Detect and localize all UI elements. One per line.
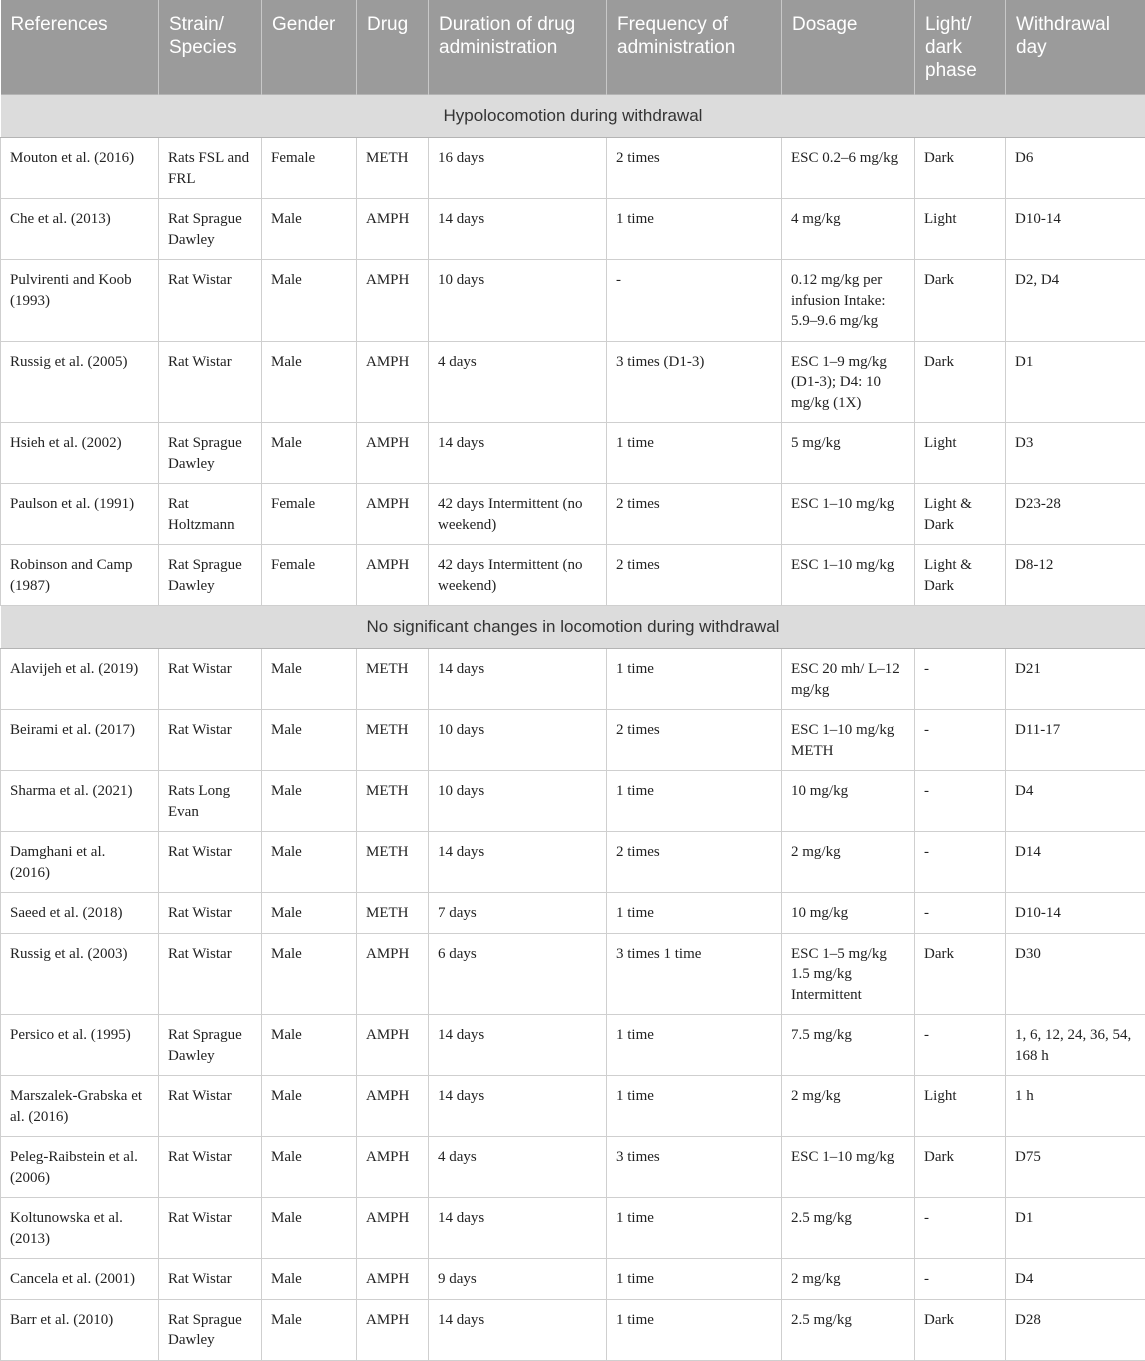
cell-dosage: 2 mg/kg bbox=[782, 1076, 915, 1137]
cell-strain-species: Rat Sprague Dawley bbox=[159, 199, 262, 260]
cell-duration: 14 days bbox=[429, 1299, 607, 1360]
cell-strain-species: Rat Wistar bbox=[159, 893, 262, 934]
cell-withdrawal-day: D8-12 bbox=[1006, 545, 1145, 606]
cell-withdrawal-day: D28 bbox=[1006, 1299, 1145, 1360]
cell-frequency: 2 times bbox=[607, 832, 782, 893]
cell-duration: 14 days bbox=[429, 832, 607, 893]
cell-dosage: 7.5 mg/kg bbox=[782, 1015, 915, 1076]
header-light-dark-phase: Light/ dark phase bbox=[915, 0, 1006, 95]
cell-dosage: 0.12 mg/kg per infusion Intake: 5.9–9.6 mg/kg bbox=[782, 260, 915, 342]
cell-gender: Male bbox=[262, 199, 357, 260]
cell-gender: Male bbox=[262, 1076, 357, 1137]
cell-withdrawal-day: D10-14 bbox=[1006, 893, 1145, 934]
cell-light-dark-phase: - bbox=[915, 1015, 1006, 1076]
cell-drug: AMPH bbox=[357, 1198, 429, 1259]
cell-drug: METH bbox=[357, 710, 429, 771]
cell-drug: METH bbox=[357, 649, 429, 710]
cell-drug: AMPH bbox=[357, 423, 429, 484]
cell-duration: 6 days bbox=[429, 933, 607, 1015]
cell-withdrawal-day: D21 bbox=[1006, 649, 1145, 710]
cell-gender: Male bbox=[262, 649, 357, 710]
cell-duration: 14 days bbox=[429, 199, 607, 260]
cell-frequency: 2 times bbox=[607, 138, 782, 199]
cell-dosage: ESC 1–10 mg/kg METH bbox=[782, 710, 915, 771]
cell-light-dark-phase: - bbox=[915, 832, 1006, 893]
cell-reference: Pulvirenti and Koob (1993) bbox=[1, 260, 159, 342]
table-row bbox=[1, 1299, 1145, 1360]
cell-duration: 7 days bbox=[429, 893, 607, 934]
cell-drug: AMPH bbox=[357, 484, 429, 545]
cell-gender: Male bbox=[262, 1137, 357, 1198]
cell-frequency: 1 time bbox=[607, 1015, 782, 1076]
cell-gender: Male bbox=[262, 710, 357, 771]
cell-gender: Male bbox=[262, 771, 357, 832]
header-frequency: Frequency of administration bbox=[607, 0, 782, 95]
cell-strain-species: Rat Wistar bbox=[159, 1198, 262, 1259]
header-strain-species: Strain/ Species bbox=[159, 0, 262, 95]
cell-reference: Che et al. (2013) bbox=[1, 199, 159, 260]
cell-light-dark-phase: - bbox=[915, 1259, 1006, 1300]
header-gender: Gender bbox=[262, 0, 357, 95]
cell-light-dark-phase: Dark bbox=[915, 341, 1006, 423]
cell-strain-species: Rat Sprague Dawley bbox=[159, 423, 262, 484]
table-body bbox=[1, 95, 1145, 1361]
cell-light-dark-phase: Light & Dark bbox=[915, 545, 1006, 606]
cell-withdrawal-day: D14 bbox=[1006, 832, 1145, 893]
cell-gender: Male bbox=[262, 341, 357, 423]
cell-frequency: 3 times bbox=[607, 1137, 782, 1198]
cell-reference: Sharma et al. (2021) bbox=[1, 771, 159, 832]
cell-frequency: 3 times (D1-3) bbox=[607, 341, 782, 423]
cell-reference: Persico et al. (1995) bbox=[1, 1015, 159, 1076]
table-row bbox=[1, 138, 1145, 199]
cell-reference: Beirami et al. (2017) bbox=[1, 710, 159, 771]
cell-frequency: 1 time bbox=[607, 1259, 782, 1300]
cell-dosage: ESC 1–10 mg/kg bbox=[782, 484, 915, 545]
table-row bbox=[1, 771, 1145, 832]
cell-drug: METH bbox=[357, 138, 429, 199]
cell-strain-species: Rats Long Evan bbox=[159, 771, 262, 832]
cell-frequency: 2 times bbox=[607, 710, 782, 771]
cell-strain-species: Rats FSL and FRL bbox=[159, 138, 262, 199]
cell-drug: AMPH bbox=[357, 1015, 429, 1076]
cell-strain-species: Rat Wistar bbox=[159, 710, 262, 771]
header-withdrawal-day: Withdrawal day bbox=[1006, 0, 1145, 95]
cell-strain-species: Rat Sprague Dawley bbox=[159, 545, 262, 606]
cell-drug: METH bbox=[357, 771, 429, 832]
cell-withdrawal-day: D3 bbox=[1006, 423, 1145, 484]
cell-withdrawal-day: D6 bbox=[1006, 138, 1145, 199]
cell-drug: AMPH bbox=[357, 199, 429, 260]
cell-reference: Russig et al. (2003) bbox=[1, 933, 159, 1015]
cell-strain-species: Rat Sprague Dawley bbox=[159, 1015, 262, 1076]
cell-duration: 10 days bbox=[429, 771, 607, 832]
cell-dosage: ESC 1–10 mg/kg bbox=[782, 545, 915, 606]
cell-strain-species: Rat Wistar bbox=[159, 341, 262, 423]
cell-reference: Marszalek-Grabska et al. (2016) bbox=[1, 1076, 159, 1137]
table-row bbox=[1, 545, 1145, 606]
cell-withdrawal-day: D30 bbox=[1006, 933, 1145, 1015]
section-row bbox=[1, 95, 1145, 138]
cell-frequency: 1 time bbox=[607, 771, 782, 832]
cell-withdrawal-day: D11-17 bbox=[1006, 710, 1145, 771]
table-header bbox=[1, 0, 1145, 95]
cell-dosage: 5 mg/kg bbox=[782, 423, 915, 484]
cell-dosage: 10 mg/kg bbox=[782, 771, 915, 832]
cell-strain-species: Rat Wistar bbox=[159, 933, 262, 1015]
cell-light-dark-phase: - bbox=[915, 771, 1006, 832]
cell-frequency: 1 time bbox=[607, 199, 782, 260]
table-row bbox=[1, 341, 1145, 423]
table-row bbox=[1, 710, 1145, 771]
cell-gender: Male bbox=[262, 832, 357, 893]
cell-drug: METH bbox=[357, 832, 429, 893]
cell-frequency: 1 time bbox=[607, 423, 782, 484]
table-row bbox=[1, 1198, 1145, 1259]
table-row bbox=[1, 649, 1145, 710]
cell-duration: 42 days Intermittent (no weekend) bbox=[429, 484, 607, 545]
cell-duration: 9 days bbox=[429, 1259, 607, 1300]
section-row bbox=[1, 606, 1145, 649]
cell-light-dark-phase: - bbox=[915, 710, 1006, 771]
cell-gender: Male bbox=[262, 260, 357, 342]
table-row bbox=[1, 1137, 1145, 1198]
cell-reference: Hsieh et al. (2002) bbox=[1, 423, 159, 484]
cell-dosage: ESC 1–9 mg/kg (D1-3); D4: 10 mg/kg (1X) bbox=[782, 341, 915, 423]
cell-gender: Male bbox=[262, 1198, 357, 1259]
cell-dosage: 2.5 mg/kg bbox=[782, 1198, 915, 1259]
cell-duration: 42 days Intermittent (no weekend) bbox=[429, 545, 607, 606]
cell-duration: 14 days bbox=[429, 1076, 607, 1137]
section-title: No significant changes in locomotion during withdrawal bbox=[1, 606, 1145, 649]
cell-frequency: - bbox=[607, 260, 782, 342]
cell-dosage: 2.5 mg/kg bbox=[782, 1299, 915, 1360]
cell-dosage: ESC 1–10 mg/kg bbox=[782, 1137, 915, 1198]
cell-duration: 14 days bbox=[429, 1015, 607, 1076]
cell-reference: Cancela et al. (2001) bbox=[1, 1259, 159, 1300]
cell-reference: Mouton et al. (2016) bbox=[1, 138, 159, 199]
cell-strain-species: Rat Wistar bbox=[159, 832, 262, 893]
cell-dosage: 4 mg/kg bbox=[782, 199, 915, 260]
section-title: Hypolocomotion during withdrawal bbox=[1, 95, 1145, 138]
cell-reference: Damghani et al. (2016) bbox=[1, 832, 159, 893]
cell-reference: Koltunowska et al. (2013) bbox=[1, 1198, 159, 1259]
cell-frequency: 1 time bbox=[607, 1198, 782, 1259]
cell-duration: 14 days bbox=[429, 423, 607, 484]
cell-duration: 4 days bbox=[429, 1137, 607, 1198]
cell-light-dark-phase: - bbox=[915, 649, 1006, 710]
table-row bbox=[1, 893, 1145, 934]
cell-dosage: ESC 20 mh/ L–12 mg/kg bbox=[782, 649, 915, 710]
cell-drug: AMPH bbox=[357, 1076, 429, 1137]
cell-frequency: 2 times bbox=[607, 484, 782, 545]
header-drug: Drug bbox=[357, 0, 429, 95]
cell-frequency: 2 times bbox=[607, 545, 782, 606]
cell-dosage: ESC 0.2–6 mg/kg bbox=[782, 138, 915, 199]
cell-light-dark-phase: Dark bbox=[915, 933, 1006, 1015]
cell-withdrawal-day: D4 bbox=[1006, 771, 1145, 832]
cell-reference: Robinson and Camp (1987) bbox=[1, 545, 159, 606]
cell-reference: Russig et al. (2005) bbox=[1, 341, 159, 423]
cell-gender: Male bbox=[262, 1015, 357, 1076]
cell-withdrawal-day: D10-14 bbox=[1006, 199, 1145, 260]
table-row bbox=[1, 832, 1145, 893]
cell-dosage: 2 mg/kg bbox=[782, 1259, 915, 1300]
cell-dosage: 2 mg/kg bbox=[782, 832, 915, 893]
cell-gender: Male bbox=[262, 423, 357, 484]
cell-strain-species: Rat Sprague Dawley bbox=[159, 1299, 262, 1360]
cell-withdrawal-day: D1 bbox=[1006, 341, 1145, 423]
cell-reference: Alavijeh et al. (2019) bbox=[1, 649, 159, 710]
cell-duration: 14 days bbox=[429, 1198, 607, 1259]
cell-gender: Male bbox=[262, 1259, 357, 1300]
cell-light-dark-phase: Light & Dark bbox=[915, 484, 1006, 545]
cell-light-dark-phase: Dark bbox=[915, 138, 1006, 199]
cell-light-dark-phase: - bbox=[915, 893, 1006, 934]
cell-frequency: 1 time bbox=[607, 1076, 782, 1137]
table-row bbox=[1, 484, 1145, 545]
header-dosage: Dosage bbox=[782, 0, 915, 95]
cell-dosage: ESC 1–5 mg/kg 1.5 mg/kg Intermittent bbox=[782, 933, 915, 1015]
cell-strain-species: Rat Wistar bbox=[159, 1259, 262, 1300]
cell-dosage: 10 mg/kg bbox=[782, 893, 915, 934]
cell-strain-species: Rat Wistar bbox=[159, 1137, 262, 1198]
cell-duration: 14 days bbox=[429, 649, 607, 710]
cell-drug: AMPH bbox=[357, 341, 429, 423]
cell-frequency: 1 time bbox=[607, 649, 782, 710]
table-row bbox=[1, 1015, 1145, 1076]
cell-strain-species: Rat Wistar bbox=[159, 260, 262, 342]
table-row bbox=[1, 260, 1145, 342]
cell-reference: Saeed et al. (2018) bbox=[1, 893, 159, 934]
cell-gender: Male bbox=[262, 933, 357, 1015]
cell-gender: Female bbox=[262, 545, 357, 606]
header-row bbox=[1, 0, 1145, 95]
cell-withdrawal-day: D75 bbox=[1006, 1137, 1145, 1198]
cell-frequency: 1 time bbox=[607, 1299, 782, 1360]
cell-light-dark-phase: Light bbox=[915, 199, 1006, 260]
table-row bbox=[1, 423, 1145, 484]
cell-gender: Male bbox=[262, 893, 357, 934]
cell-duration: 16 days bbox=[429, 138, 607, 199]
cell-reference: Peleg-Raibstein et al. (2006) bbox=[1, 1137, 159, 1198]
cell-strain-species: Rat Wistar bbox=[159, 1076, 262, 1137]
cell-drug: AMPH bbox=[357, 933, 429, 1015]
cell-drug: AMPH bbox=[357, 1259, 429, 1300]
cell-drug: AMPH bbox=[357, 545, 429, 606]
cell-strain-species: Rat Wistar bbox=[159, 649, 262, 710]
cell-frequency: 1 time bbox=[607, 893, 782, 934]
cell-drug: AMPH bbox=[357, 260, 429, 342]
cell-drug: AMPH bbox=[357, 1299, 429, 1360]
cell-light-dark-phase: - bbox=[915, 1198, 1006, 1259]
cell-withdrawal-day: 1 h bbox=[1006, 1076, 1145, 1137]
cell-withdrawal-day: D4 bbox=[1006, 1259, 1145, 1300]
header-duration: Duration of drug administration bbox=[429, 0, 607, 95]
cell-gender: Male bbox=[262, 1299, 357, 1360]
cell-withdrawal-day: D2, D4 bbox=[1006, 260, 1145, 342]
table-row bbox=[1, 933, 1145, 1015]
cell-reference: Barr et al. (2010) bbox=[1, 1299, 159, 1360]
cell-frequency: 3 times 1 time bbox=[607, 933, 782, 1015]
cell-gender: Female bbox=[262, 138, 357, 199]
table-row bbox=[1, 1259, 1145, 1300]
cell-withdrawal-day: D1 bbox=[1006, 1198, 1145, 1259]
cell-duration: 4 days bbox=[429, 341, 607, 423]
cell-withdrawal-day: 1, 6, 12, 24, 36, 54, 168 h bbox=[1006, 1015, 1145, 1076]
header-references: References bbox=[1, 0, 159, 95]
cell-gender: Female bbox=[262, 484, 357, 545]
cell-drug: AMPH bbox=[357, 1137, 429, 1198]
cell-light-dark-phase: Light bbox=[915, 1076, 1006, 1137]
cell-light-dark-phase: Light bbox=[915, 423, 1006, 484]
cell-duration: 10 days bbox=[429, 710, 607, 771]
cell-reference: Paulson et al. (1991) bbox=[1, 484, 159, 545]
table-row bbox=[1, 1076, 1145, 1137]
cell-duration: 10 days bbox=[429, 260, 607, 342]
cell-drug: METH bbox=[357, 893, 429, 934]
cell-strain-species: Rat Holtzmann bbox=[159, 484, 262, 545]
cell-light-dark-phase: Dark bbox=[915, 1137, 1006, 1198]
cell-withdrawal-day: D23-28 bbox=[1006, 484, 1145, 545]
table-row bbox=[1, 199, 1145, 260]
cell-light-dark-phase: Dark bbox=[915, 260, 1006, 342]
cell-light-dark-phase: Dark bbox=[915, 1299, 1006, 1360]
